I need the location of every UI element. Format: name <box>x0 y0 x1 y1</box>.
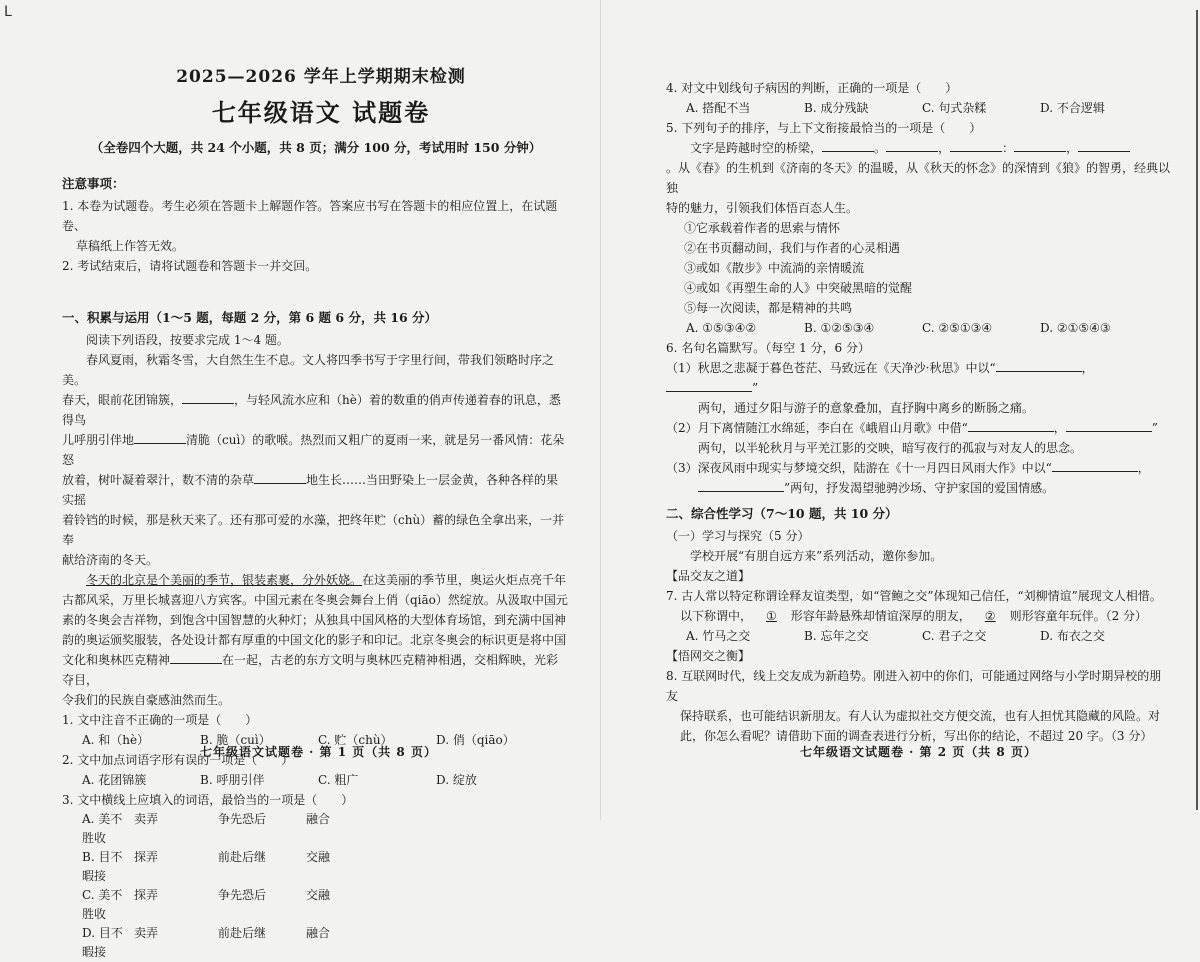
tag-online: 【悟网交之衡】 <box>666 649 751 663</box>
para2-f: 令我们的民族自豪感油然而生。 <box>62 693 231 707</box>
q5-item: ③或如《散步》中流淌的亲情暖流 <box>684 261 865 275</box>
q3-option-cell: 卖弄 <box>134 926 159 940</box>
exam-title-line1: 2025—2026 学年上学期期末检测 <box>176 67 466 87</box>
q3-option-cell: C. 美不胜收 <box>82 888 123 921</box>
page-2 <box>600 0 1200 820</box>
q7-b: 以下称谓中， ① 形容年龄悬殊却情谊深厚的朋友， ② 则形容童年玩伴。（2 分） <box>680 609 1148 623</box>
option: A. 搭配不当 <box>686 101 751 115</box>
q6-2: （2）月下离情随江水绵延，李白在《峨眉山月歌》中借“ ， ” <box>666 421 1158 435</box>
q3-option-cell: B. 目不暇接 <box>82 850 123 883</box>
option: D. 布衣之交 <box>1040 629 1105 643</box>
q5-text-a2: 。从《春》的生机到《济南的冬天》的温暖，从《秋天的怀念》的深情到《狼》的智勇，经典以独 <box>666 161 1171 195</box>
option: D. 绽放 <box>436 773 477 787</box>
option: B. ①②⑤③④ <box>804 321 875 335</box>
underlined-sentence: 冬天的北京是个美丽的季节，银装素裹，分外妖娆。 <box>86 573 363 587</box>
corner-mark: L <box>4 4 12 20</box>
question-3: 3. 文中横线上应填入的词语，最恰当的一项是（ ） <box>62 793 354 807</box>
q6-3-cont: ”两句，抒发渴望驰骋沙场、守护家国的爱国情感。 <box>666 478 1170 498</box>
option: D. 俏（qiāo） <box>436 733 515 747</box>
q5-item: ⑤每一次阅读，都是精神的共鸣 <box>684 301 853 315</box>
section1-intro: 阅读下列语段，按要求完成 1～4 题。 <box>86 333 289 347</box>
q5-item: ①它承载着作者的思索与情怀 <box>684 221 841 235</box>
para1-d: 放着，树叶凝着翠汁，数不清的杂草 地生长……当田野染上一层金黄，各种各样的果实摇 <box>62 473 559 507</box>
q3-option-cell: 探弄 <box>134 888 159 902</box>
q3-option-cell: 争先恐后 <box>218 888 267 902</box>
q2-options <box>62 770 570 790</box>
section2-intro: 学校开展“有朋自远方来”系列活动，邀你参加。 <box>690 549 943 563</box>
q3-option-cell: 前赴后继 <box>218 850 267 864</box>
q3-option-cell: 探弄 <box>134 850 159 864</box>
para1-a: 春风夏雨，秋霜冬雪，大自然生生不息。文人将四季书写于字里行间，带我们领略时序之美。 <box>62 353 555 387</box>
q3-option-cell: A. 美不胜收 <box>82 812 123 845</box>
section2-heading: 二、综合性学习（7～10 题，共 10 分） <box>666 506 898 521</box>
page-2-footer: 七年级语文试题卷 · 第 2 页（共 8 页） <box>800 745 1037 759</box>
notice-heading: 注意事项： <box>62 176 125 191</box>
option: A. 竹马之交 <box>686 629 751 643</box>
blank-3 <box>254 471 306 484</box>
q3-option-cell: 争先恐后 <box>218 812 267 826</box>
para2-c: 素的冬奥会吉祥物，到饱含中国智慧的火种灯；从独具中国风格的大型体育场馆，到充满中国神 <box>62 613 567 627</box>
q3-option-cell: D. 目不暇接 <box>82 926 123 959</box>
q5-item: ②在书页翻动间，我们与作者的心灵相遇 <box>684 241 901 255</box>
q6-3: （3）深夜风雨中现实与梦境交织，陆游在《十一月四日风雨大作》中以“ ， <box>666 461 1150 475</box>
option: A. ①⑤③④② <box>686 321 757 335</box>
q5-options <box>666 318 1170 338</box>
q7-options <box>666 626 1170 646</box>
blank-2 <box>134 431 186 444</box>
option: B. 呼朋引伴 <box>200 773 265 787</box>
para1-f: 献给济南的冬天。 <box>62 553 159 567</box>
question-7: 7. 古人常以特定称谓诠释友谊类型，如“管鲍之交”体现知己信任，“刘柳情谊”展现文人相惜。 <box>666 589 1162 603</box>
page-1-footer: 七年级语文试题卷 · 第 1 页（共 8 页） <box>200 745 437 759</box>
notice-1b: 草稿纸上作答无效。 <box>76 239 185 253</box>
q3-option-cell: 交融 <box>306 850 331 864</box>
option: D. ②①⑤④③ <box>1040 321 1111 335</box>
q3-option-cell: 融合 <box>306 926 331 940</box>
tag-friendship: 【品交友之道】 <box>666 569 751 583</box>
para1-c: 儿呼朋引伴地 清脆（cuì）的歌喉。热烈而又粗广的夏雨一来，就是另一番风情：花朵怒 <box>62 433 565 467</box>
exam-info: （全卷四个大题，共 24 个小题，共 8 页；满分 100 分，考试用时 150 分钟） <box>90 140 542 155</box>
q3-option-cell: 前赴后继 <box>218 926 267 940</box>
q4-options <box>666 98 1170 118</box>
q6-1: （1）秋思之悲凝于暮色苍茫、马致远在《天净沙·秋思》中以“ ，” <box>666 361 1094 395</box>
q6-2-cont: 两句，以半轮秋月与平羌江影的交映，暗写夜行的孤寂与对友人的思念。 <box>698 441 1083 455</box>
question-2: 2. 文中加点词语字形有误的一项是（ ） <box>62 753 294 767</box>
option: C. 君子之交 <box>922 629 987 643</box>
para2-e: 文化和奥林匹克精神 在一起，古老的东方文明与奥林匹克精神相遇，交相辉映，光彩夺目， <box>62 653 559 687</box>
section1-heading: 一、积累与运用（1～5 题，每题 2 分，第 6 题 6 分，共 16 分） <box>62 310 438 325</box>
notice-2: 2. 考试结束后，请将试题卷和答题卡一并交回。 <box>62 259 318 273</box>
q3-option-cell: 卖弄 <box>134 812 159 826</box>
option: C. 贮（chù） <box>318 733 393 747</box>
q3-option-cell: 融合 <box>306 812 331 826</box>
question-6: 6. 名句名篇默写。（每空 1 分，6 分） <box>666 341 870 355</box>
question-1: 1. 文中注音不正确的一项是（ ） <box>62 713 258 727</box>
option: B. 忘年之交 <box>804 629 869 643</box>
para1-b: 春天，眼前花团锦簇， ，与轻风流水应和（hè）着的数重的俏声传递着春的讯息，悉得鸟 <box>62 393 561 427</box>
q5-text-a: 文字是跨越时空的桥梁， 。 ， ： ， <box>666 138 1170 158</box>
para2-d: 韵的奥运颁奖服装，各处设计都有厚重的中国文化的影子和印记。北京冬奥会的标识更是将中国 <box>62 633 567 647</box>
q8-b: 保持联系，也可能结识新朋友。有人认为虚拟社交方便交流，也有人担忧其隐藏的风险。对 <box>680 709 1161 723</box>
option: A. 花团锦簇 <box>82 773 147 787</box>
option: C. ②⑤①③④ <box>922 321 993 335</box>
para2-a: 冬天的北京是个美丽的季节，银装素裹，分外妖娆。在这美丽的季节里，奥运火炬点亮千年 <box>86 573 567 587</box>
question-4: 4. 对文中划线句子病因的判断，正确的一项是（ ） <box>666 81 958 95</box>
notice-1a: 1. 本卷为试题卷。考生必须在答题卡上解题作答。答案应书写在答题卡的相应位置上，在试题卷、 <box>62 199 558 233</box>
option: D. 不合逻辑 <box>1040 101 1105 115</box>
q8-c: 此，你怎么看呢？请借助下面的调查表进行分析，写出你的结论，不超过 20 字。（3 分） <box>680 729 1153 743</box>
page-1 <box>0 0 600 959</box>
option: C. 句式杂糅 <box>922 101 987 115</box>
option: C. 粗广 <box>318 773 359 787</box>
q5-item: ④或如《再塑生命的人》中突破黑暗的觉醒 <box>684 281 913 295</box>
para1-e: 着铃铛的时候，那是秋天来了。还有那可爱的水藻，把终年贮（chù）蓄的绿色全拿出来，一并奉 <box>62 513 565 547</box>
option: A. 和（hè） <box>82 733 150 747</box>
blank-1 <box>182 391 234 404</box>
option: B. 脆（cuì） <box>200 733 271 747</box>
exam-title-line2: 七年级语文 试题卷 <box>211 98 431 127</box>
q3-options <box>62 810 570 962</box>
q3-option-cell: 交融 <box>306 888 331 902</box>
q5-text-b: 特的魅力，引领我们体悟百态人生。 <box>666 201 859 215</box>
q6-1-cont: 两句，通过夕阳与游子的意象叠加，直抒胸中离乡的断肠之痛。 <box>698 401 1035 415</box>
question-8: 8. 互联网时代，线上交友成为新趋势。刚进入初中的你们，可能通过网络与小学时期异校的朋友 <box>666 669 1162 703</box>
para2-b: 古都风采，万里长城喜迎八方宾客。中国元素在冬奥会舞台上俏（qiāo）然绽放。从汲取中国元 <box>62 593 568 607</box>
blank-4 <box>170 651 222 664</box>
section2-sub: （一）学习与探究（5 分） <box>666 529 810 543</box>
question-5: 5. 下列句子的排序，与上下文衔接最恰当的一项是（ ） <box>666 121 982 135</box>
option: B. 成分残缺 <box>804 101 869 115</box>
